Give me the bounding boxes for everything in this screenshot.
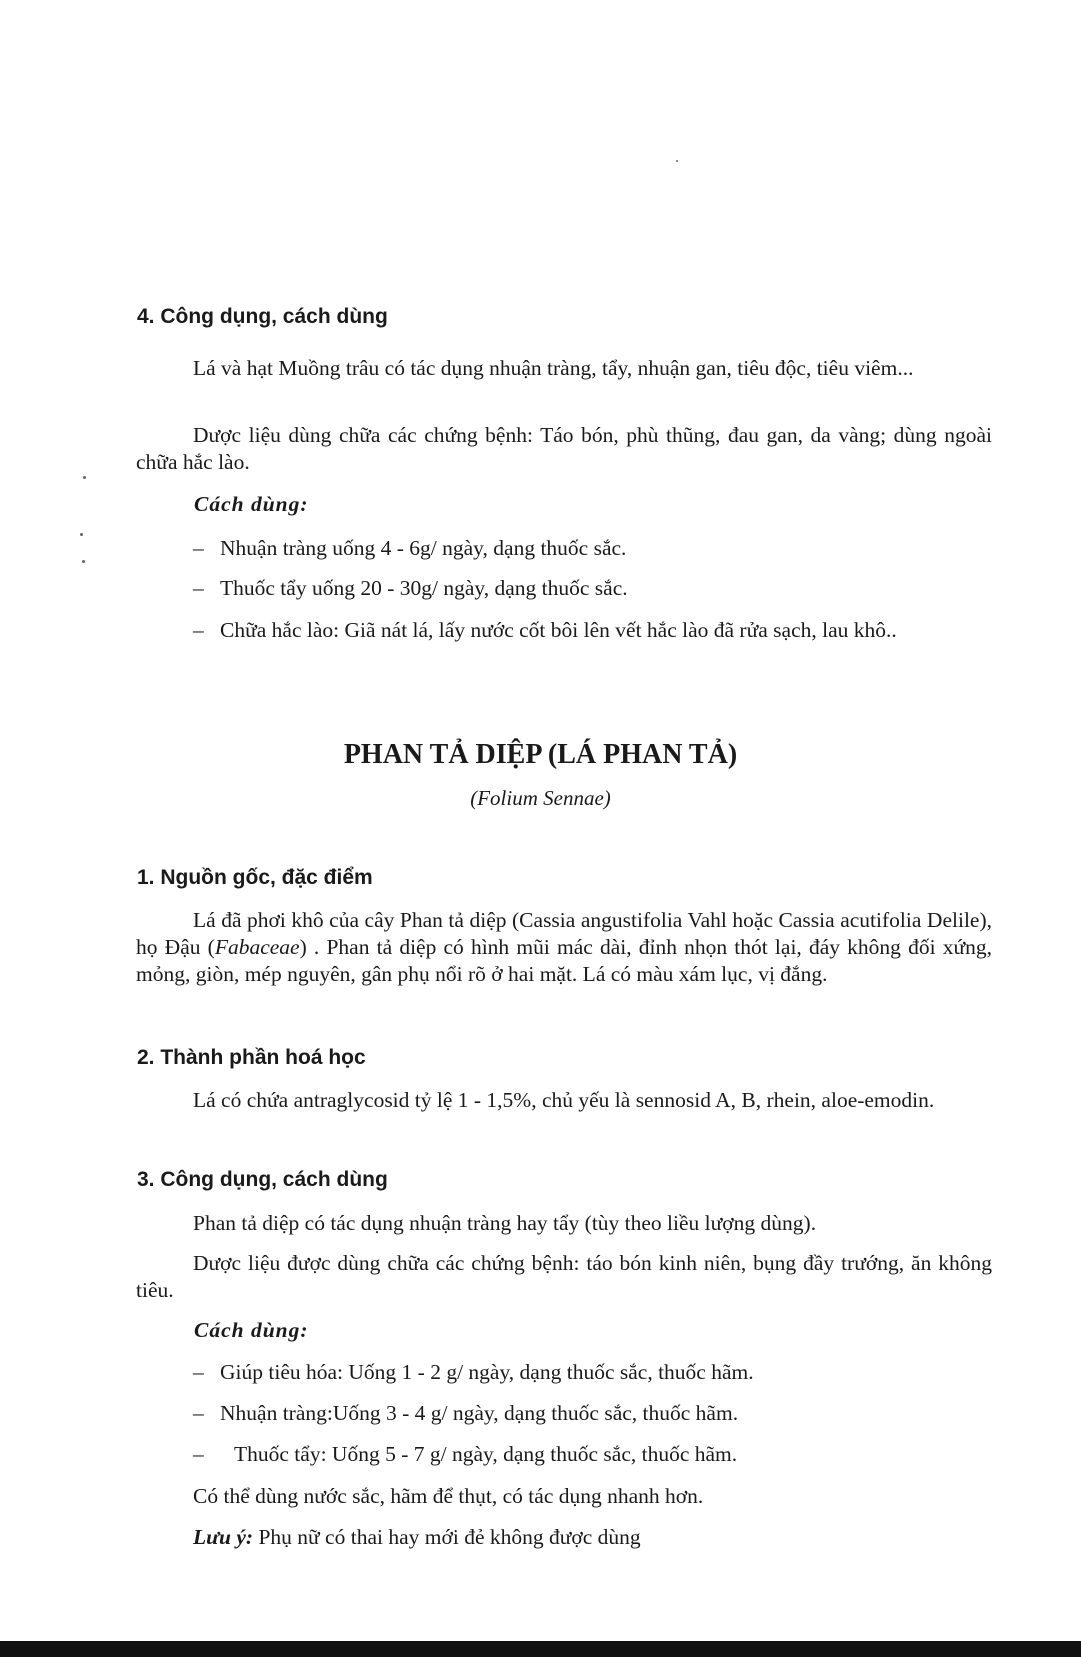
list-item-text: Chữa hắc lào: Giã nát lá, lấy nước cốt bôi lên vết hắc lào đã rửa sạch, lau khô..: [220, 618, 897, 642]
paragraph: Có thể dùng nước sắc, hãm để thụt, có tác dụng nhanh hơn.: [193, 1484, 704, 1508]
scan-speck: [676, 160, 678, 162]
section-heading-3: 3. Công dụng, cách dùng: [137, 1168, 388, 1191]
section-heading-2: 2. Thành phần hoá học: [137, 1046, 366, 1069]
list-item: [193, 535, 993, 562]
usage-label: Cách dùng:: [194, 492, 309, 516]
list-item: [193, 1441, 993, 1468]
bullet-dash: –: [193, 576, 204, 600]
list-item: [193, 617, 993, 644]
section-heading-4: 4. Công dụng, cách dùng: [137, 305, 388, 328]
family-name: Fabaceae: [214, 935, 300, 959]
list-item-text: Giúp tiêu hóa: Uống 1 - 2 g/ ngày, dạng thuốc sắc, thuốc hãm.: [220, 1360, 754, 1384]
paragraph: Dược liệu dùng chữa các chứng bệnh: Táo bón, phù thũng, đau gan, da vàng; dùng ngoài chữa hắc lào.: [136, 423, 992, 474]
list-item: [193, 575, 993, 602]
scan-speck: [82, 560, 85, 563]
list-item: [193, 1400, 993, 1427]
bullet-dash: –: [193, 1360, 204, 1384]
list-item: [193, 1359, 993, 1386]
list-item-text: Nhuận tràng:Uống 3 - 4 g/ ngày, dạng thuốc sắc, thuốc hãm.: [220, 1401, 739, 1425]
entry-title: PHAN TẢ DIỆP (LÁ PHAN TẢ): [343, 739, 738, 770]
page-bottom-border: [0, 1641, 1081, 1657]
bullet-dash: –: [193, 1401, 204, 1425]
note-text: Phụ nữ có thai hay mới đẻ không được dùng: [253, 1525, 641, 1549]
paragraph-text: Lá đã phơi khô của cây Phan tả diệp (Cassia angustifolia Vahl hoặc Cassia acutifolia Delile), họ Đậu (: [136, 908, 992, 959]
section-heading-1: 1. Nguồn gốc, đặc điểm: [137, 866, 373, 889]
note: [193, 1524, 993, 1551]
paragraph: Dược liệu được dùng chữa các chứng bệnh: táo bón kinh niên, bụng đầy trướng, ăn không tiêu.: [136, 1251, 992, 1302]
list-item-text: Thuốc tẩy uống 20 - 30g/ ngày, dạng thuốc sắc.: [220, 576, 628, 600]
note-label: Lưu ý:: [193, 1525, 254, 1549]
bullet-dash: –: [193, 1442, 204, 1466]
list-item-text: Thuốc tẩy: Uống 5 - 7 g/ ngày, dạng thuốc sắc, thuốc hãm.: [234, 1442, 738, 1466]
paragraph: Lá và hạt Muồng trâu có tác dụng nhuận tràng, tẩy, nhuận gan, tiêu độc, tiêu viêm...: [193, 356, 914, 380]
paragraph-text: ) . Phan tả diệp có hình mũi mác dài, đỉnh nhọn thót lại, đáy không đối xứng, mỏng, giòn, mép nguyên, gân phụ nổi rõ ở hai mặt. Lá có màu xám lục, vị đắng.: [136, 935, 993, 986]
paragraph: Phan tả diệp có tác dụng nhuận tràng hay tẩy (tùy theo liều lượng dùng).: [193, 1211, 817, 1235]
bullet-dash: –: [193, 536, 204, 560]
usage-label: Cách dùng:: [194, 1318, 309, 1342]
bullet-dash: –: [193, 618, 204, 642]
scan-speck: [83, 476, 86, 479]
paragraph: [136, 907, 992, 988]
list-item-text: Nhuận tràng uống 4 - 6g/ ngày, dạng thuốc sắc.: [220, 536, 627, 560]
paragraph: Lá có chứa antraglycosid tỷ lệ 1 - 1,5%, chủ yếu là sennosid A, B, rhein, aloe-emodin.: [193, 1088, 935, 1112]
scan-speck: [80, 533, 83, 536]
entry-subtitle: (Folium Sennae): [470, 786, 611, 810]
